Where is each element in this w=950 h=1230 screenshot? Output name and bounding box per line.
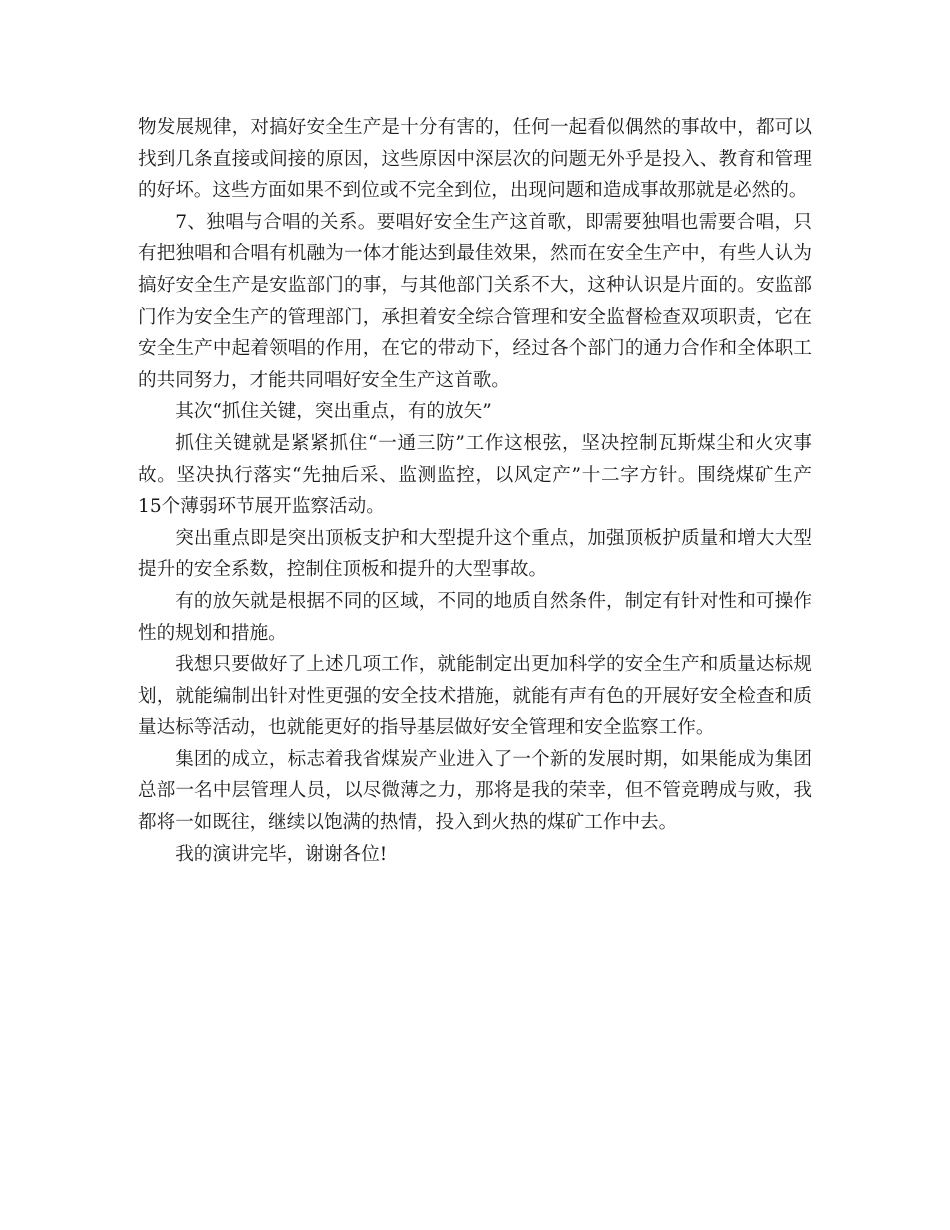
paragraph-continuation: 物发展规律，对搞好安全生产是十分有害的，任何一起看似偶然的事故中，都可以找到几条直接或间接的原因，这些原因中深层次的问题无外乎是投入、教育和管理的好坏。这些方面如果不到位或不完全到位，出现问题和造成事故那就是必然的。 [138, 117, 812, 202]
paragraph-focus: 突出重点即是突出顶板支护和大型提升这个重点，加强顶板护质量和增大大型提升的安全系数，控制住顶板和提升的大型事故。 [138, 527, 812, 581]
paragraph-summary-work: 我想只要做好了上述几项工作，就能制定出更加科学的安全生产和质量达标规划，就能编制出针对性更强的安全技术措施，就能有声有色的开展好安全检查和质量达标等活动，也就能更好的指导基层做好安全管理和安全监察工作。 [138, 654, 812, 739]
paragraph-solo-chorus: 7、独唱与合唱的关系。要唱好安全生产这首歌，即需要独唱也需要合唱，只有把独唱和合唱有机融为一体才能达到最佳效果，然而在安全生产中，有些人认为搞好安全生产是安监部门的事，与其他部门关系不大，这种认识是片面的。安监部门作为安全生产的管理部门，承担着安全综合管理和安全监督检查双项职责，它在安全生产中起着领唱的作用，在它的带动下，经过各个部门的通力合作和全体职工的共同努力，才能共同唱好安全生产这首歌。 [138, 211, 812, 391]
paragraph-heading-secondly: 其次“抓住关键，突出重点，有的放矢” [175, 401, 492, 423]
paragraph-targeted: 有的放矢就是根据不同的区域，不同的地质自然条件，制定有针对性和可操作性的规划和措施。 [138, 590, 812, 644]
paragraph-group-founding: 集团的成立，标志着我省煤炭产业进入了一个新的发展时期，如果能成为集团总部一名中层管理人员，以尽微薄之力，那将是我的荣幸，但不管竞聘成与败，我都将一如既往，继续以饱满的热情，投入到火热的煤矿工作中去。 [138, 748, 812, 834]
document-body [138, 112, 812, 870]
paragraph-closing: 我的演讲完毕，谢谢各位! [175, 843, 388, 865]
paragraph-key-points: 抓住关键就是紧紧抓住“一通三防”工作这根弦，坚决控制瓦斯煤尘和火灾事故。坚决执行落实“先抽后采、监测监控，以风定产”十二字方针。围绕煤矿生产15个薄弱环节展开监察活动。 [138, 432, 812, 518]
